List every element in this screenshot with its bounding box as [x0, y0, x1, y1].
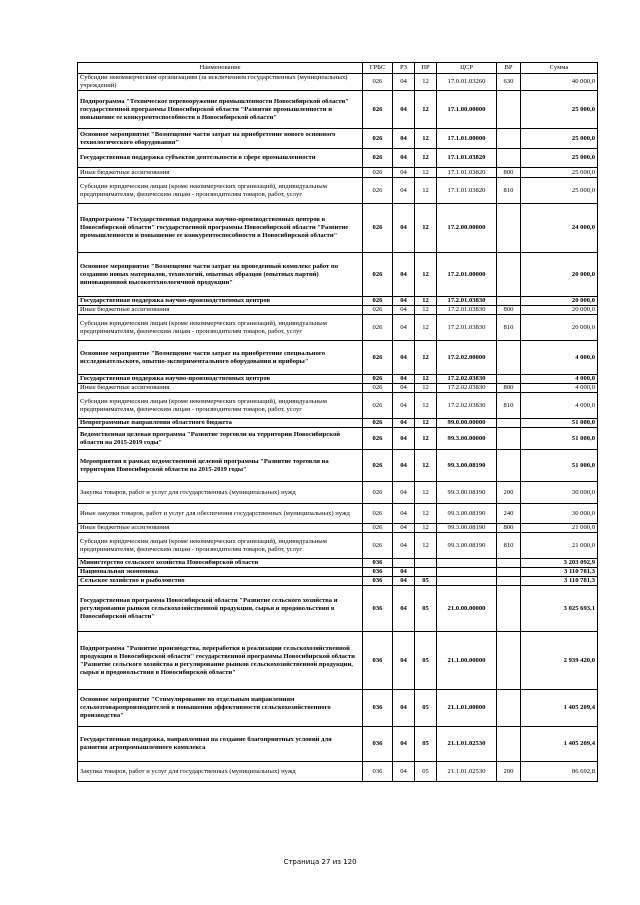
row-pr: 12 [415, 129, 437, 149]
row-grbs: 036 [363, 762, 393, 782]
row-grbs: 026 [363, 419, 393, 428]
table-row [78, 384, 598, 393]
row-grbs: 026 [363, 533, 393, 559]
row-sum: 4 000,0 [521, 375, 598, 384]
row-pr: 12 [415, 168, 437, 178]
row-sum: 25 000,0 [521, 168, 598, 178]
row-sum: 51 000,0 [521, 419, 598, 428]
row-rz: 04 [393, 393, 415, 419]
row-rz: 04 [393, 74, 415, 91]
row-name: Мероприятия в рамках ведомственной целевой программы "Развитие торговли на территории Новосибирской области на 2015-2019 годы" [78, 450, 363, 482]
row-vr: 810 [497, 533, 521, 559]
row-grbs: 036 [363, 690, 393, 727]
row-sum: 3 110 781,3 [521, 577, 598, 586]
row-name: Государственная поддержка субъектов деятельности в сфере промышленности [78, 149, 363, 168]
row-csr: 21.1.01.00000 [437, 690, 497, 727]
row-name: Подпрограмма "Государственная поддержка научно-производственных центров в Новосибирской области" государственной программы Новосибирской области "Развитие промышленности и повышение ее конкурентоспособности в Новосибирской области" [78, 204, 363, 253]
row-rz: 04 [393, 91, 415, 129]
row-pr: 12 [415, 375, 437, 384]
row-vr [497, 297, 521, 306]
row-grbs: 026 [363, 504, 393, 524]
row-name: Иные закупки товаров, работ и услуг для обеспечения государственных (муниципальных) нужд [78, 504, 363, 524]
row-pr: 12 [415, 384, 437, 393]
row-pr: 12 [415, 178, 437, 204]
table-row [78, 524, 598, 533]
row-sum: 1 405 209,4 [521, 690, 598, 727]
table-row [78, 149, 598, 168]
row-vr [497, 577, 521, 586]
table-row [78, 632, 598, 690]
row-csr: 99.3.00.08190 [437, 450, 497, 482]
row-csr: 21.1.01.02530 [437, 762, 497, 782]
row-name: Государственная программа Новосибирской области "Развитие сельского хозяйства и регулирования рынков сельскохозяйственной продукции, сырья и продовольствия в Новосибирской области" [78, 586, 363, 632]
row-pr: 05 [415, 632, 437, 690]
row-sum: 25 000,0 [521, 129, 598, 149]
row-grbs: 026 [363, 315, 393, 341]
row-vr: 200 [497, 762, 521, 782]
table-row [78, 727, 598, 762]
row-name: Национальная экономика [78, 568, 363, 577]
row-csr: 17.2.02.03830 [437, 393, 497, 419]
row-name: Основное мероприятие "Стимулирование по отдельным направлениям сельхозтоваропроизводителей в повышении эффективности сельскохозяйственного производства" [78, 690, 363, 727]
table-row [78, 74, 598, 91]
row-csr: 17.2.02.03830 [437, 375, 497, 384]
row-sum: 21 000,0 [521, 524, 598, 533]
row-grbs: 026 [363, 393, 393, 419]
table-row [78, 306, 598, 315]
row-pr: 12 [415, 419, 437, 428]
row-grbs: 036 [363, 568, 393, 577]
row-name: Непрограммные направления областного бюджета [78, 419, 363, 428]
row-name: Основное мероприятие "Возмещение части затрат на приобретение нового основного технологического оборудования" [78, 129, 363, 149]
table-row [78, 253, 598, 297]
table-row [78, 450, 598, 482]
row-name: Основное мероприятие "Возмещение части затрат на проведенный комплекс работ по созданию новых материалов, технологий, опытных образцов (опытных партий) инновационной высокотехнологичной продукции" [78, 253, 363, 297]
table-row [78, 204, 598, 253]
row-grbs: 026 [363, 74, 393, 91]
table-row [78, 577, 598, 586]
row-name: Иные бюджетные ассигнования [78, 306, 363, 315]
row-name: Субсидии юридическим лицам (кроме некоммерческих организаций), индивидуальным предпринимателям, физическим лицам - производителям товаров, работ, услуг [78, 393, 363, 419]
row-sum: 21 000,0 [521, 533, 598, 559]
row-csr: 17.1.01.03820 [437, 178, 497, 204]
row-grbs: 036 [363, 727, 393, 762]
row-csr: 17.2.01.00000 [437, 253, 497, 297]
row-csr: 17.1.01.03820 [437, 149, 497, 168]
row-rz: 04 [393, 450, 415, 482]
row-rz: 04 [393, 253, 415, 297]
row-csr: 17.1.01.00000 [437, 129, 497, 149]
row-name: Субсидии юридическим лицам (кроме некоммерческих организаций), индивидуальным предпринимателям, физическим лицам - производителям товаров, работ, услуг [78, 178, 363, 204]
table-row [78, 375, 598, 384]
row-vr [497, 690, 521, 727]
row-csr: 17.1.00.00000 [437, 91, 497, 129]
row-vr: 240 [497, 504, 521, 524]
table-body [78, 74, 598, 782]
row-vr [497, 91, 521, 129]
table-row [78, 504, 598, 524]
row-grbs: 026 [363, 306, 393, 315]
row-name: Иные бюджетные ассигнования [78, 168, 363, 178]
row-sum: 20 000,0 [521, 297, 598, 306]
row-sum: 20 000,0 [521, 315, 598, 341]
row-name: Субсидии некоммерческим организациям (за исключением государственных (муниципальных) учреждений) [78, 74, 363, 91]
table-row [78, 168, 598, 178]
row-pr: 12 [415, 306, 437, 315]
row-sum: 30 000,0 [521, 482, 598, 504]
row-rz [393, 559, 415, 568]
row-name: Закупка товаров, работ и услуг для государственных (муниципальных) нужд [78, 482, 363, 504]
row-vr [497, 568, 521, 577]
row-vr: 810 [497, 393, 521, 419]
row-rz: 04 [393, 375, 415, 384]
row-grbs: 026 [363, 91, 393, 129]
row-vr: 800 [497, 168, 521, 178]
row-pr [415, 559, 437, 568]
row-sum: 25 000,0 [521, 91, 598, 129]
row-rz: 04 [393, 577, 415, 586]
row-csr [437, 577, 497, 586]
row-grbs: 026 [363, 178, 393, 204]
row-csr: 17.2.02.03830 [437, 384, 497, 393]
table-row [78, 419, 598, 428]
row-vr: 810 [497, 315, 521, 341]
row-grbs: 026 [363, 428, 393, 450]
row-rz: 04 [393, 384, 415, 393]
table-row [78, 341, 598, 375]
row-vr: 800 [497, 384, 521, 393]
row-grbs: 026 [363, 204, 393, 253]
row-vr [497, 450, 521, 482]
row-grbs: 026 [363, 168, 393, 178]
table-row [78, 91, 598, 129]
row-csr: 21.1.00.00000 [437, 632, 497, 690]
header-sum: Сумма [521, 63, 598, 74]
table-row [78, 428, 598, 450]
budget-table [77, 62, 598, 782]
row-rz: 04 [393, 204, 415, 253]
row-vr: 200 [497, 482, 521, 504]
row-pr: 12 [415, 393, 437, 419]
row-csr: 99.3.00.08190 [437, 524, 497, 533]
row-pr: 12 [415, 91, 437, 129]
row-sum: 1 405 209,4 [521, 727, 598, 762]
row-sum: 20 000,0 [521, 306, 598, 315]
page-number: Страница 27 из 120 [283, 858, 357, 866]
row-name: Сельское хозяйство и рыболовство [78, 577, 363, 586]
row-grbs: 026 [363, 384, 393, 393]
row-grbs: 026 [363, 129, 393, 149]
row-rz: 04 [393, 586, 415, 632]
row-rz: 04 [393, 504, 415, 524]
row-name: Государственная поддержка, направленная на создание благоприятных условий для развития агропромышленного комплекса [78, 727, 363, 762]
row-vr [497, 375, 521, 384]
row-grbs: 026 [363, 253, 393, 297]
table-header-row [78, 63, 598, 74]
row-grbs: 036 [363, 632, 393, 690]
row-pr: 12 [415, 149, 437, 168]
row-vr: 800 [497, 306, 521, 315]
row-sum: 40 000,0 [521, 74, 598, 91]
row-pr: 05 [415, 690, 437, 727]
row-name: Подпрограмма "Техническое перевооружение промышленности Новосибирской области" государственной программы Новосибирской области "Развитие промышленности и повышение ее конкурентоспособности в Новосибирской области" [78, 91, 363, 129]
row-grbs: 026 [363, 450, 393, 482]
row-sum: 25 000,0 [521, 178, 598, 204]
row-pr: 12 [415, 428, 437, 450]
row-rz: 04 [393, 315, 415, 341]
table-row [78, 482, 598, 504]
table-row [78, 559, 598, 568]
row-rz: 04 [393, 727, 415, 762]
row-rz: 04 [393, 149, 415, 168]
row-csr: 21.0.00.00000 [437, 586, 497, 632]
header-vr: ВР [497, 63, 521, 74]
row-vr [497, 419, 521, 428]
row-pr: 12 [415, 524, 437, 533]
row-sum: 3 110 781,3 [521, 568, 598, 577]
row-pr: 05 [415, 762, 437, 782]
row-sum: 4 000,0 [521, 341, 598, 375]
row-rz: 04 [393, 428, 415, 450]
row-csr [437, 559, 497, 568]
row-vr: 800 [497, 524, 521, 533]
row-vr [497, 253, 521, 297]
row-sum: 3 025 693,1 [521, 586, 598, 632]
row-pr: 12 [415, 297, 437, 306]
row-grbs: 026 [363, 297, 393, 306]
row-pr: 12 [415, 450, 437, 482]
row-vr [497, 632, 521, 690]
row-grbs: 026 [363, 375, 393, 384]
row-sum: 51 000,0 [521, 428, 598, 450]
row-grbs: 036 [363, 559, 393, 568]
row-rz: 04 [393, 168, 415, 178]
row-sum: 51 000,0 [521, 450, 598, 482]
row-rz: 04 [393, 568, 415, 577]
row-pr: 12 [415, 533, 437, 559]
row-grbs: 036 [363, 586, 393, 632]
table-row [78, 315, 598, 341]
row-sum: 20 000,0 [521, 253, 598, 297]
row-rz: 04 [393, 632, 415, 690]
row-name: Министерство сельского хозяйства Новосибирской области [78, 559, 363, 568]
row-csr: 99.3.00.08190 [437, 482, 497, 504]
row-pr: 12 [415, 253, 437, 297]
row-csr: 99.3.00.08190 [437, 533, 497, 559]
row-name: Субсидии юридическим лицам (кроме некоммерческих организаций), индивидуальным предпринимателям, физическим лицам - производителям товаров, работ, услуг [78, 315, 363, 341]
row-pr: 05 [415, 586, 437, 632]
row-name: Иные бюджетные ассигнования [78, 384, 363, 393]
row-pr: 05 [415, 577, 437, 586]
row-name: Закупка товаров, работ и услуг для государственных (муниципальных) нужд [78, 762, 363, 782]
row-sum: 2 939 420,0 [521, 632, 598, 690]
row-name: Государственная поддержка научно-производственных центров [78, 297, 363, 306]
row-vr [497, 586, 521, 632]
table-row [78, 690, 598, 727]
header-pr: ПР [415, 63, 437, 74]
row-vr [497, 428, 521, 450]
row-csr: 21.1.01.02530 [437, 727, 497, 762]
row-rz: 04 [393, 524, 415, 533]
row-rz: 04 [393, 533, 415, 559]
row-pr: 12 [415, 482, 437, 504]
row-rz: 04 [393, 762, 415, 782]
row-grbs: 036 [363, 577, 393, 586]
row-pr [415, 568, 437, 577]
table-row [78, 297, 598, 306]
table-row [78, 393, 598, 419]
row-pr: 12 [415, 74, 437, 91]
row-csr: 17.2.00.00000 [437, 204, 497, 253]
row-rz: 04 [393, 178, 415, 204]
row-pr: 12 [415, 504, 437, 524]
row-sum: 30 000,0 [521, 504, 598, 524]
row-name: Государственная поддержка научно-производственных центров [78, 375, 363, 384]
row-vr [497, 727, 521, 762]
row-name: Подпрограмма "Развитие производства, переработки и реализации сельскохозяйственной продукции в Новосибирской области" государственной программы Новосибирской области "Развитие сельского хозяйства и регулирование рынков сельскохозяйственной продукции, сырья и продовольствия в Новосибирской области" [78, 632, 363, 690]
table-row [78, 586, 598, 632]
row-rz: 04 [393, 297, 415, 306]
row-vr [497, 204, 521, 253]
row-csr: 17.2.01.03830 [437, 315, 497, 341]
row-csr: 17.2.01.03830 [437, 297, 497, 306]
row-vr [497, 129, 521, 149]
table-row [78, 762, 598, 782]
row-grbs: 026 [363, 341, 393, 375]
row-sum: 24 000,0 [521, 204, 598, 253]
row-vr [497, 559, 521, 568]
row-csr: 17.1.01.03820 [437, 168, 497, 178]
row-pr: 12 [415, 204, 437, 253]
row-grbs: 026 [363, 482, 393, 504]
row-rz: 04 [393, 341, 415, 375]
row-vr: 630 [497, 74, 521, 91]
row-sum: 4 000,0 [521, 384, 598, 393]
table-row [78, 129, 598, 149]
row-csr: 99.0.00.00000 [437, 419, 497, 428]
row-csr: 17.2.02.00000 [437, 341, 497, 375]
row-grbs: 026 [363, 524, 393, 533]
row-sum: 3 203 092,9 [521, 559, 598, 568]
row-rz: 04 [393, 690, 415, 727]
row-rz: 04 [393, 306, 415, 315]
row-csr: 17.0.01.03260 [437, 74, 497, 91]
row-vr [497, 341, 521, 375]
row-vr [497, 149, 521, 168]
row-name: Субсидии юридическим лицам (кроме некоммерческих организаций), индивидуальным предпринимателям, физическим лицам - производителям товаров, работ, услуг [78, 533, 363, 559]
row-name: Иные бюджетные ассигнования [78, 524, 363, 533]
row-sum: 86 692,8 [521, 762, 598, 782]
table-row [78, 568, 598, 577]
header-rz: РЗ [393, 63, 415, 74]
row-grbs: 026 [363, 149, 393, 168]
row-csr [437, 568, 497, 577]
row-rz: 04 [393, 129, 415, 149]
row-pr: 12 [415, 315, 437, 341]
header-name: Наименование [78, 63, 363, 74]
row-name: Основное мероприятие "Возмещение части затрат на приобретение специального исследовательского, опытно-экспериментального оборудования и приборы" [78, 341, 363, 375]
row-rz: 04 [393, 482, 415, 504]
row-sum: 25 000,0 [521, 149, 598, 168]
row-name: Ведомственная целевая программа "Развитие торговли на территории Новосибирской области на 2015-2019 годы" [78, 428, 363, 450]
row-pr: 05 [415, 727, 437, 762]
header-grbs: ГРБС [363, 63, 393, 74]
table-row [78, 533, 598, 559]
row-pr: 12 [415, 341, 437, 375]
row-csr: 17.2.01.03830 [437, 306, 497, 315]
table-row [78, 178, 598, 204]
row-rz: 04 [393, 419, 415, 428]
row-sum: 4 000,0 [521, 393, 598, 419]
header-csr: ЦСР [437, 63, 497, 74]
row-csr: 99.3.00.00000 [437, 428, 497, 450]
row-csr: 99.3.00.08190 [437, 504, 497, 524]
row-vr: 810 [497, 178, 521, 204]
